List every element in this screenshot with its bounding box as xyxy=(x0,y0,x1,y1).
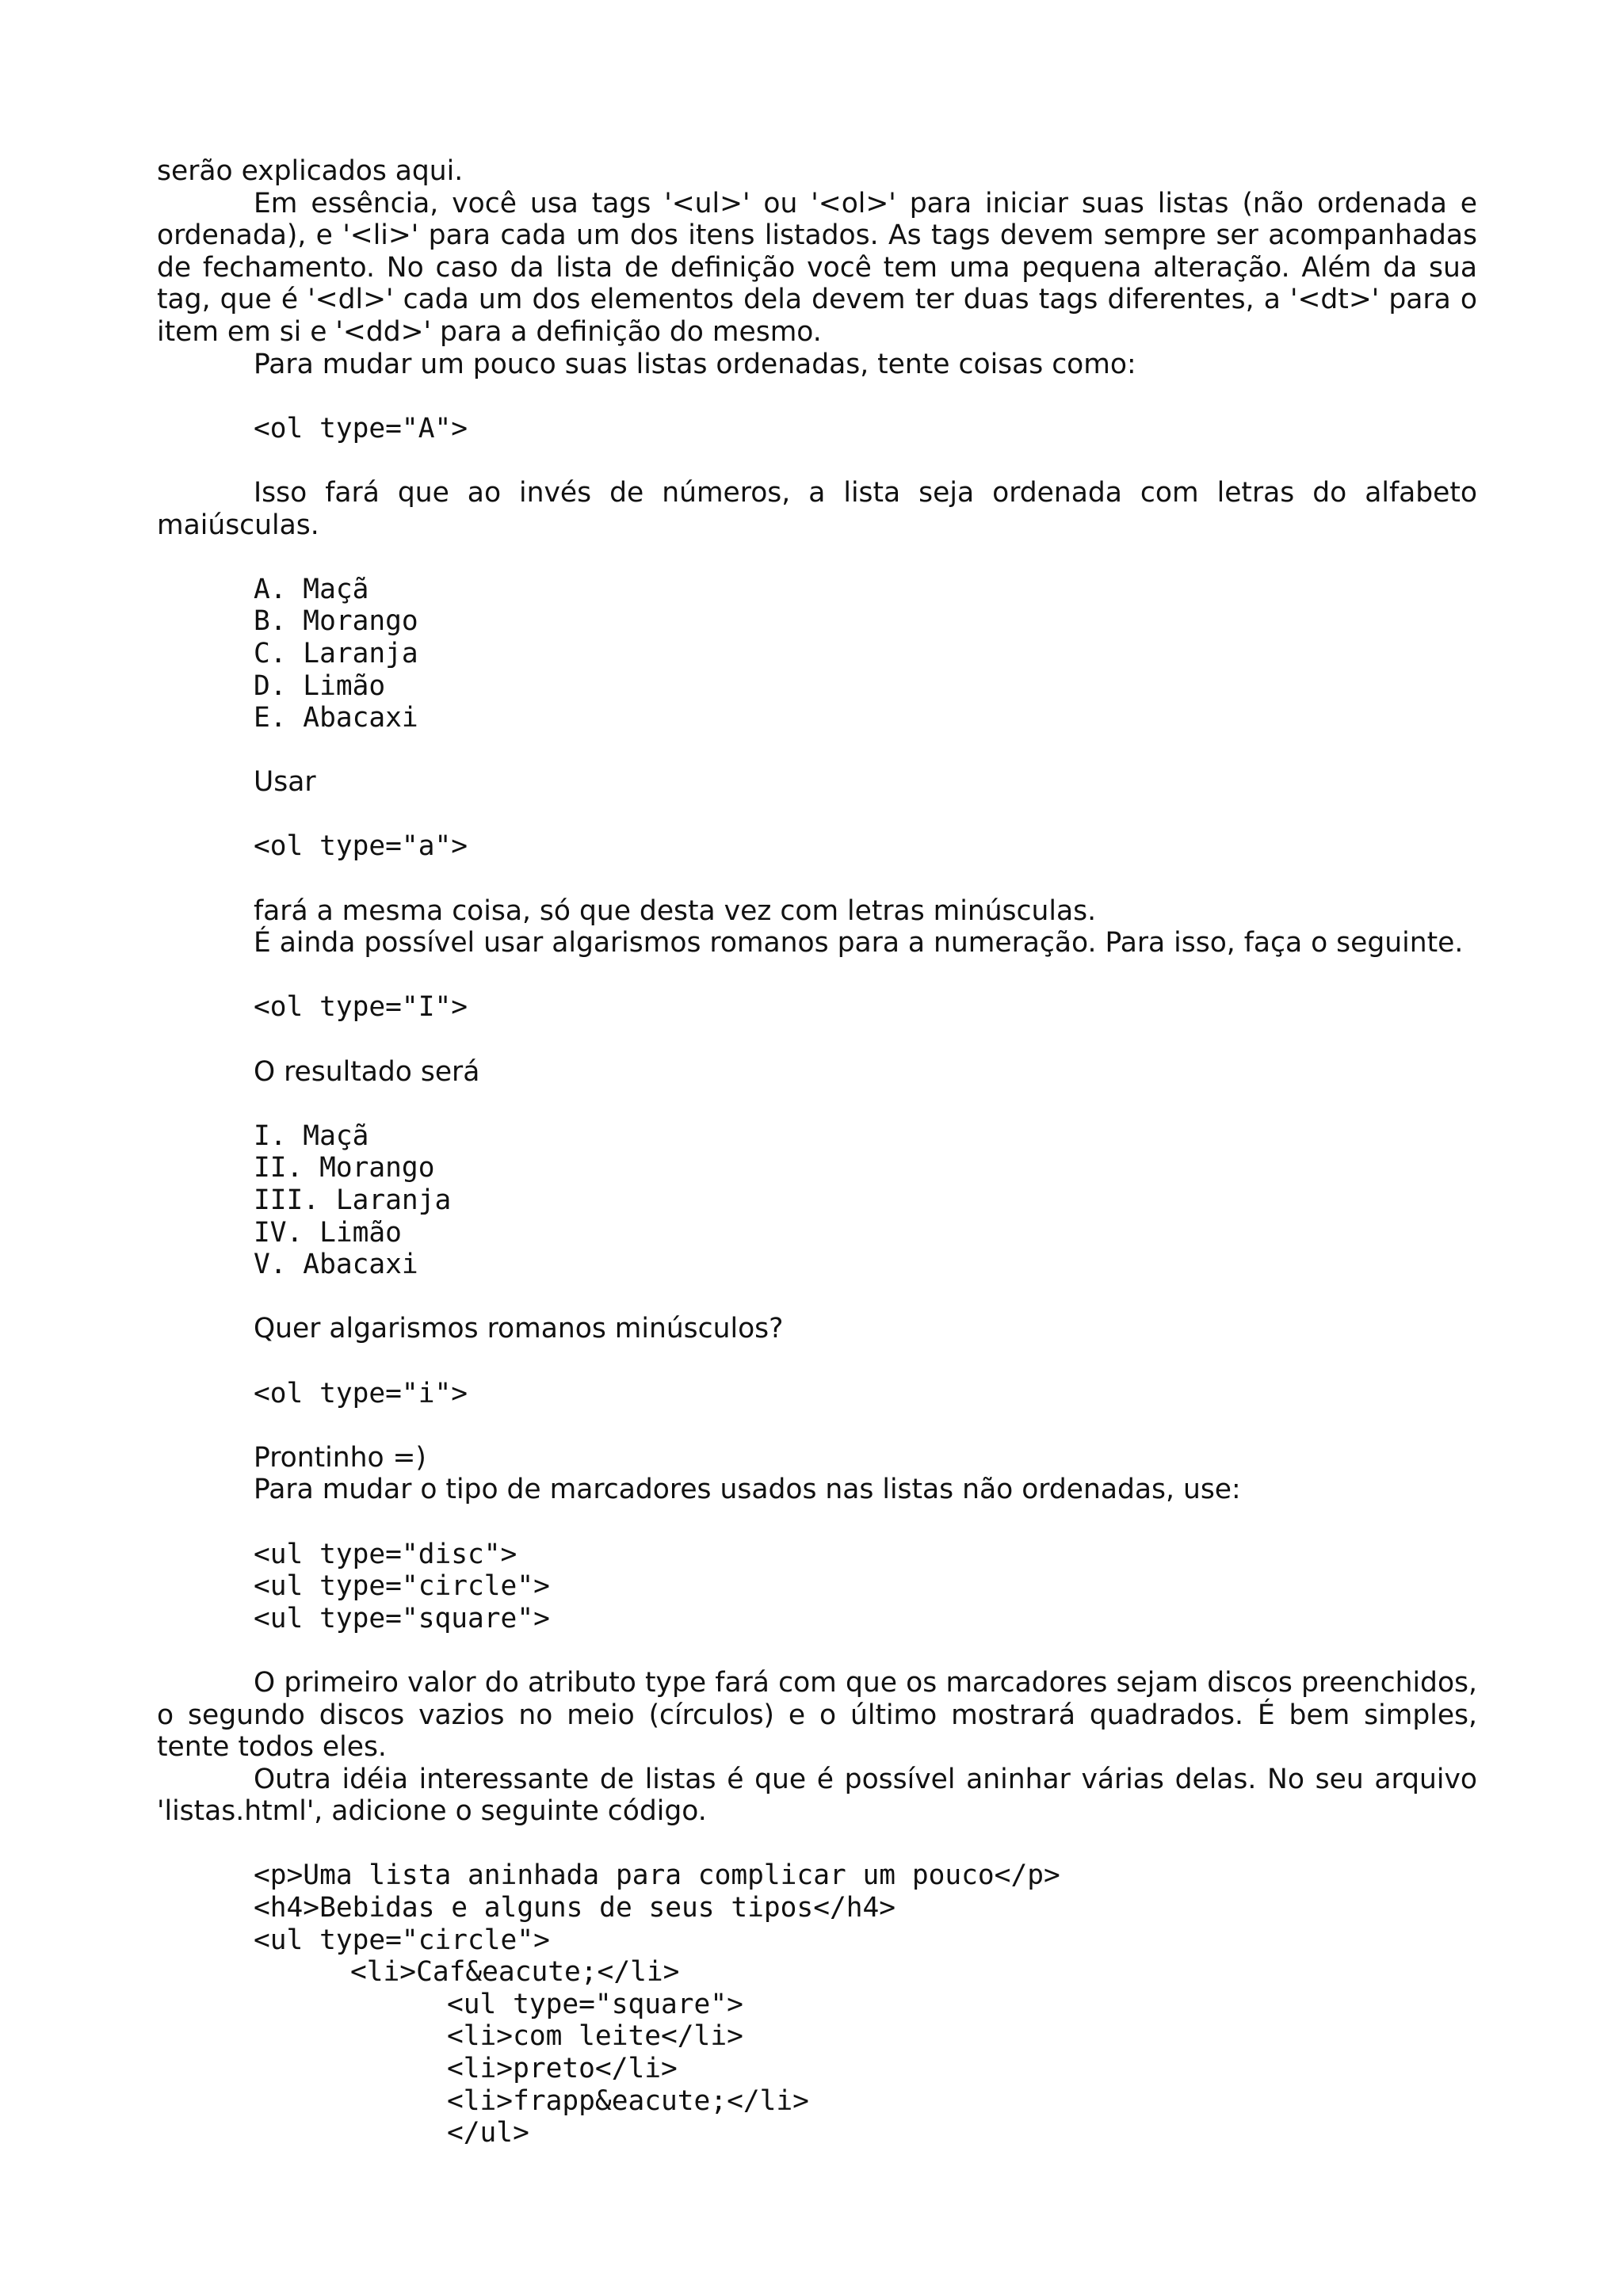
paragraph-result: O resultado será xyxy=(254,1055,480,1088)
paragraph-type-values: O primeiro valor do atributo type fará com que os marcadores sejam discos preenchidos, o segundo discos vazios no meio (círculos) e o último mostrará quadrados. É bem simples, tente todos eles. xyxy=(157,1666,1477,1764)
spacer xyxy=(157,1409,1477,1442)
code-line: <li>Caf&eacute;</li> xyxy=(350,1956,680,1989)
paragraph-tags-explanation: Em essência, você usa tags '<ul>' ou '<ol>' para iniciar suas listas (não ordenada e ordenada), e '<li>' para cada um dos itens listados. As tags devem sempre ser acompanhadas de fechamento. No caso da lista de definição você tem uma pequena alteração. Além da sua tag, que é '<dl>' cada um dos elementos dela devem ter duas tags diferentes, a '<dt>' para o item em si e '<dd>' para a definição do mesmo. xyxy=(157,187,1477,348)
list-item: I. Maçã xyxy=(254,1119,369,1152)
spacer xyxy=(157,863,1477,895)
spacer xyxy=(157,959,1477,992)
code-line: <ul type="circle"> xyxy=(254,1924,550,1956)
code-line: <p>Uma lista aninhada para complicar um pouco</p> xyxy=(254,1859,1060,1892)
spacer xyxy=(157,1281,1477,1314)
list-upper-roman xyxy=(157,1120,1477,1281)
code-line: </ul> xyxy=(447,2117,529,2149)
list-item: V. Abacaxi xyxy=(254,1249,418,1281)
spacer xyxy=(157,541,1477,574)
paragraph-prontinho: Prontinho =) xyxy=(254,1441,426,1474)
code-ol-type-a: <ol type="a"> xyxy=(254,830,468,863)
code-line: <li>preto</li> xyxy=(447,2053,678,2085)
spacer xyxy=(157,1828,1477,1860)
spacer xyxy=(157,380,1477,413)
code-line: <ul type="square"> xyxy=(254,1602,550,1634)
paragraph-ordered-change: Para mudar um pouco suas listas ordenadas, tente coisas como: xyxy=(254,348,1136,380)
code-ol-type-i: <ol type="i"> xyxy=(254,1377,468,1409)
paragraph-usar: Usar xyxy=(254,766,316,799)
spacer xyxy=(157,1634,1477,1667)
list-upper-alpha xyxy=(157,574,1477,734)
list-item: IV. Limão xyxy=(254,1216,402,1249)
paragraph-lowercase: fará a mesma coisa, só que desta vez com letras minúsculas. xyxy=(254,894,1097,927)
code-line: <li>frapp&eacute;</li> xyxy=(447,2084,809,2117)
code-ul-types xyxy=(157,1539,1477,1635)
list-item: C. Laranja xyxy=(254,637,418,669)
code-line: <h4>Bebidas e alguns de seus tipos</h4> xyxy=(254,1892,896,1924)
document-page xyxy=(157,155,1477,2149)
list-item: B. Morango xyxy=(254,605,418,638)
spacer xyxy=(157,799,1477,831)
code-line: <ul type="circle"> xyxy=(254,1570,550,1603)
list-item: III. Laranja xyxy=(254,1184,452,1216)
code-ol-type-A: <ol type="A"> xyxy=(254,412,468,444)
paragraph-roman-lowercase-question: Quer algarismos romanos minúsculos? xyxy=(254,1313,784,1345)
spacer xyxy=(157,1345,1477,1378)
spacer xyxy=(157,1024,1477,1056)
list-item: E. Abacaxi xyxy=(254,702,418,734)
code-nested-example xyxy=(157,1859,1477,2149)
list-item: A. Maçã xyxy=(254,573,369,605)
paragraph-roman: É ainda possível usar algarismos romanos para a numeração. Para isso, faça o seguinte. xyxy=(254,927,1464,959)
spacer xyxy=(157,1506,1477,1539)
paragraph-intro-end: serão explicados aqui. xyxy=(157,155,464,187)
paragraph-uppercase-letters: Isso fará que ao invés de números, a lista seja ordenada com letras do alfabeto maiúsculas. xyxy=(157,476,1477,541)
spacer xyxy=(157,444,1477,477)
code-ol-type-I: <ol type="I"> xyxy=(254,991,468,1024)
code-line: <ul type="disc"> xyxy=(254,1538,517,1570)
code-line: <ul type="square"> xyxy=(447,1988,743,2020)
code-line: <li>com leite</li> xyxy=(447,2020,743,2053)
spacer xyxy=(157,1088,1477,1120)
paragraph-nested-lists: Outra idéia interessante de listas é que é possível aninhar várias delas. No seu arquivo 'listas.html', adicione o seguinte código. xyxy=(157,1763,1477,1828)
spacer xyxy=(157,734,1477,767)
paragraph-unordered-markers: Para mudar o tipo de marcadores usados nas listas não ordenadas, use: xyxy=(254,1474,1241,1506)
list-item: II. Morango xyxy=(254,1152,435,1184)
list-item: D. Limão xyxy=(254,669,386,702)
